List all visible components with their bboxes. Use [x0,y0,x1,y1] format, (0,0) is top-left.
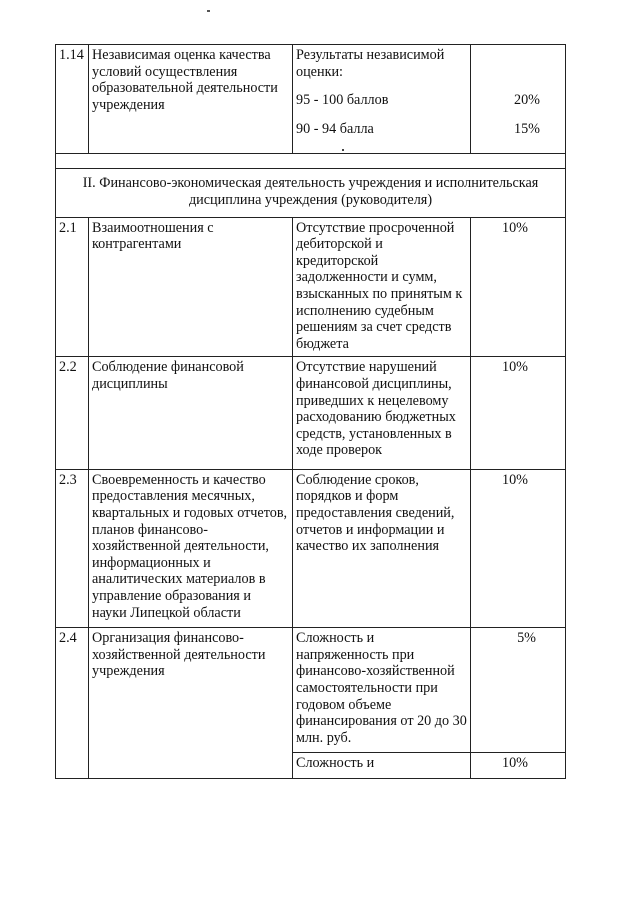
indicator-text: Своевременность и качество предоставления месячных, квартальных и годовых отчетов, планов финансово-хозяйственной деятельности, информационных и аналитических материалов в управление образования и науки Липецкой области [89,469,293,627]
criterion-text: Отсутствие нарушений финансовой дисциплины, приведших к нецелевому расходованию бюджетных средств, установленных в ходе проверок [293,357,471,470]
value-cell [471,753,566,779]
value-cell [471,469,566,627]
criterion-range-a: 95 - 100 баллов [296,92,389,109]
criterion-text: Сложность и напряженность при финансово-хозяйственной самостоятельности при годовом объеме финансирования от 20 до 30 млн. руб. [293,628,471,753]
value: 10% [501,755,528,772]
value-cell [471,628,566,753]
criterion-cell [293,45,471,154]
criterion-range-b: 90 - 94 балла [296,120,374,137]
section-row [56,169,566,217]
value-b: 15% [513,120,540,137]
value-a: 20% [513,92,540,108]
value-cell [471,217,566,357]
table-row [56,154,566,169]
table-row [56,45,566,154]
row-number: 2.1 [56,217,89,357]
scan-artifact [207,10,210,12]
gap-cell [56,154,566,169]
section-heading: II. Финансово-экономическая деятельность учреждения и исполнительская дисциплина учреждения (руководителя) [56,169,566,217]
value: 5% [517,630,536,647]
indicator-text: Соблюдение финансовой дисциплины [89,357,293,470]
value: 10% [501,471,528,488]
indicator-text: Независимая оценка качества условий осуществления образовательной деятельности учреждения [92,47,278,113]
row-number: 2.2 [56,357,89,470]
scan-artifact [342,149,344,151]
criterion-text: Соблюдение сроков, порядков и форм предоставления сведений, отчетов и информации и качество их заполнения [293,469,471,627]
criterion-intro: Результаты независимой оценки: [296,47,445,80]
row-number: 2.3 [56,469,89,627]
indicator-text: Взаимоотношения с контрагентами [89,217,293,357]
table-row [56,217,566,357]
value-cell [471,357,566,470]
value-cell [471,45,566,154]
indicator-cell [89,45,293,154]
table-row [56,628,566,753]
value: 10% [501,359,528,376]
indicator-text: Организация финансово-хозяйственной деятельности учреждения [89,628,293,779]
value: 10% [501,219,528,236]
criterion-text: Отсутствие просроченной дебиторской и кредиторской задолженности и сумм, взысканных по принятым к исполнению судебным решениям за счет средств бюджета [293,217,471,357]
table-row [56,469,566,627]
row-number: 1.14 [56,45,89,154]
row-number: 2.4 [56,628,89,779]
criterion-text: Сложность и [293,753,471,779]
criteria-table [55,44,566,779]
table-row [56,357,566,470]
